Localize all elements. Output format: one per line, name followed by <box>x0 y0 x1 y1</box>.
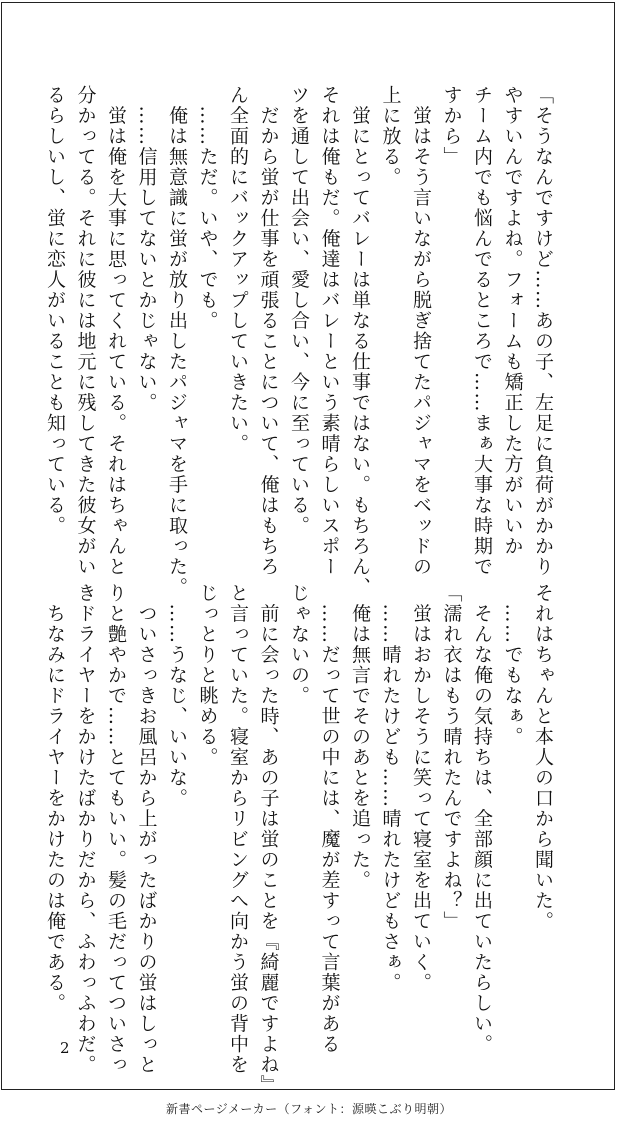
text-line: ちなみにドライヤーをかけたのは俺である。 <box>44 583 66 1014</box>
footer-caption: 新書ページメーカー（フォント：源暎こぶり明朝） <box>165 1102 453 1116</box>
text-line: それはちゃんと本人の口から聞いた。 <box>532 583 554 932</box>
text-line: ……信用してないとかじゃない。 <box>135 85 158 413</box>
text-line: 分かってる。それに彼には地元に残してきた彼女がい <box>74 85 97 577</box>
text-line: と言っていた。寝室からリビングへ向かう蛍の背中を <box>227 583 249 1075</box>
text-line: だから蛍が仕事を頑張ることについて、俺はもちろ <box>257 85 280 577</box>
text-line: ……うなじ、いいな。 <box>166 583 188 809</box>
text-line: ツを通して出会い、愛し合い、今に至っている。 <box>288 85 310 536</box>
text-line: 蛍にとってバレーは単なる仕事ではない。もちろん、 <box>349 85 371 598</box>
text-line: ……晴れたけども……晴れたけどもさぁ。 <box>379 583 402 993</box>
text-line: 前に会った時、あの子は蛍のことを『綺麗ですよね』 <box>257 583 280 1096</box>
text-line: 上に放る。 <box>379 85 402 188</box>
page-number: 2 <box>60 1039 70 1057</box>
text-line: やすいんですよね。フォームも矯正した方がいいか <box>501 85 524 557</box>
text-line: ……だって世の中には、魔が差すって言葉がある <box>318 583 341 1055</box>
text-line: 「濡れ衣はもう晴れたんですよね？」 <box>440 583 463 932</box>
text-line: ……ただ。いや、でも。 <box>196 85 219 331</box>
text-line: それは俺もだ。俺達はバレーという素晴らしいスポー <box>318 85 341 577</box>
text-line: ……でもなぁ。 <box>501 583 524 747</box>
text-line: じゃないの。 <box>288 583 310 706</box>
text-line: そんな俺の気持ちは、全部顔に出ていたらしい。 <box>471 583 493 1055</box>
text-line: りと艶やかで……とてもいい。髪の毛だってついさっ <box>105 583 127 1075</box>
text-line: チーム内でも悩んでるところで……まぁ大事な時期で <box>471 85 493 577</box>
text-line: 俺は無意識に蛍が放り出したパジャマを手に取った。 <box>166 85 188 598</box>
text-line: ついさっきお風呂から上がったばかりの蛍はしっと <box>135 583 158 1075</box>
upper-text-column-block <box>44 85 558 598</box>
text-line: きドライヤーをかけたばかりだから、ふわっふわだ。 <box>74 583 97 1075</box>
lower-text-column-block <box>44 583 558 1096</box>
text-line: 俺は無言でそのあとを追った。 <box>349 583 371 891</box>
text-line: すから」 <box>440 85 463 167</box>
text-line: 蛍はおかしそうに笑って寝室を出ていく。 <box>410 583 432 993</box>
text-line: 蛍はそう言いながら脱ぎ捨てたパジャマをベッドの <box>410 85 432 577</box>
manuscript-page <box>1 2 615 1096</box>
text-line: 「そうなんですけど……あの子、左足に負荷がかかり <box>532 85 554 577</box>
text-line: るらしいし、蛍に恋人がいることも知っている。 <box>44 85 66 536</box>
text-line: じっとりと眺める。 <box>196 583 219 768</box>
text-line: 蛍は俺を大事に思ってくれている。それはちゃんと <box>105 85 127 577</box>
text-line: ん全面的にバックアップしていきたい。 <box>227 85 249 454</box>
